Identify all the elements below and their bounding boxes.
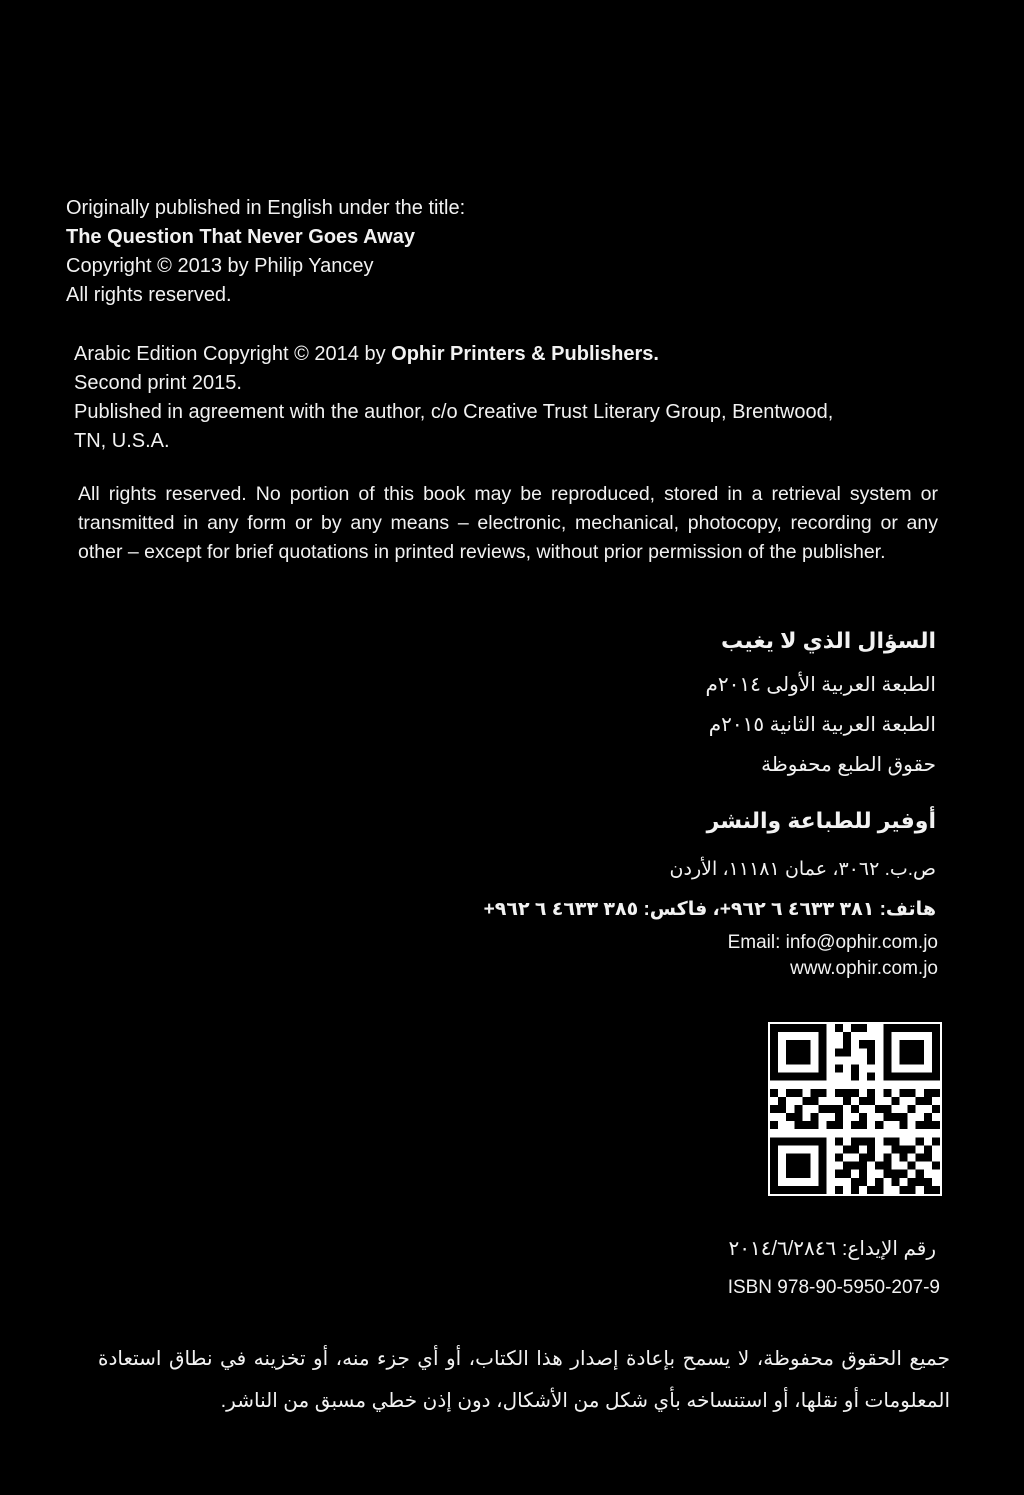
- original-rights: All rights reserved.: [66, 284, 232, 306]
- arabic-address: ص.ب. ٣٠٦٢، عمان ١١١٨١، الأردن: [669, 859, 936, 880]
- arabic-rights: حقوق الطبع محفوظة: [761, 754, 936, 776]
- isbn: ISBN 978-90-5950-207-9: [727, 1277, 940, 1298]
- publisher-website: www.ophir.com.jo: [790, 958, 938, 979]
- original-copyright: Copyright © 2013 by Philip Yancey: [66, 255, 374, 277]
- original-publication-block: [66, 194, 946, 310]
- qr-code-graphic: [770, 1024, 940, 1194]
- arabic-edition-2: الطبعة العربية الثانية ٢٠١٥م: [708, 714, 936, 736]
- arabic-phone: هاتف: ٣٨١ ٤٦٣٣ ٦ ٩٦٢+، فاكس: ٣٨٥ ٤٦٣٣ ٦ ٩٦٢+: [483, 899, 936, 920]
- deposit-number: رقم الإيداع: ٢٠١٤/٦/٢٨٤٦: [728, 1238, 936, 1260]
- publisher-email: Email: info@ophir.com.jo: [727, 932, 938, 953]
- edition-copyright-prefix: Arabic Edition Copyright © 2014 by: [74, 343, 392, 365]
- arabic-edition-1: الطبعة العربية الأولى ٢٠١٤م: [705, 674, 936, 696]
- second-print: Second print 2015.: [74, 372, 242, 394]
- arabic-title: السؤال الذي لا يغيب: [721, 628, 936, 653]
- original-title-intro: Originally published in English under the title:: [66, 197, 466, 219]
- agreement-line-2: TN, U.S.A.: [74, 430, 170, 452]
- edition-publisher: Ophir Printers & Publishers.: [391, 343, 659, 365]
- arabic-publisher: أوفير للطباعة والنشر: [706, 808, 936, 833]
- rights-paragraph: All rights reserved. No portion of this book may be reproduced, stored in a retrieval system or transmitted in any form or by any means – electronic, mechanical, photocopy, recording or any other – except for brief quotations in printed reviews, without prior permission of the publisher.: [78, 483, 938, 563]
- qr-code: [768, 1022, 942, 1196]
- arabic-edition-block: [74, 340, 954, 456]
- rights-block: [78, 480, 938, 567]
- arabic-rights-paragraph: جميع الحقوق محفوظة، لا يسمح بإعادة إصدار هذا الكتاب، أو أي جزء منه، أو تخزينه في نطاق استعادة المعلومات أو نقلها، أو استنساخه بأي شكل من الأشكال، دون إذن خطي مسبق من الناشر.: [98, 1348, 950, 1412]
- original-title: The Question That Never Goes Away: [66, 226, 415, 248]
- edition-copyright: [74, 340, 954, 369]
- agreement-line-1: Published in agreement with the author, c/o Creative Trust Literary Group, Brentwood,: [74, 401, 834, 423]
